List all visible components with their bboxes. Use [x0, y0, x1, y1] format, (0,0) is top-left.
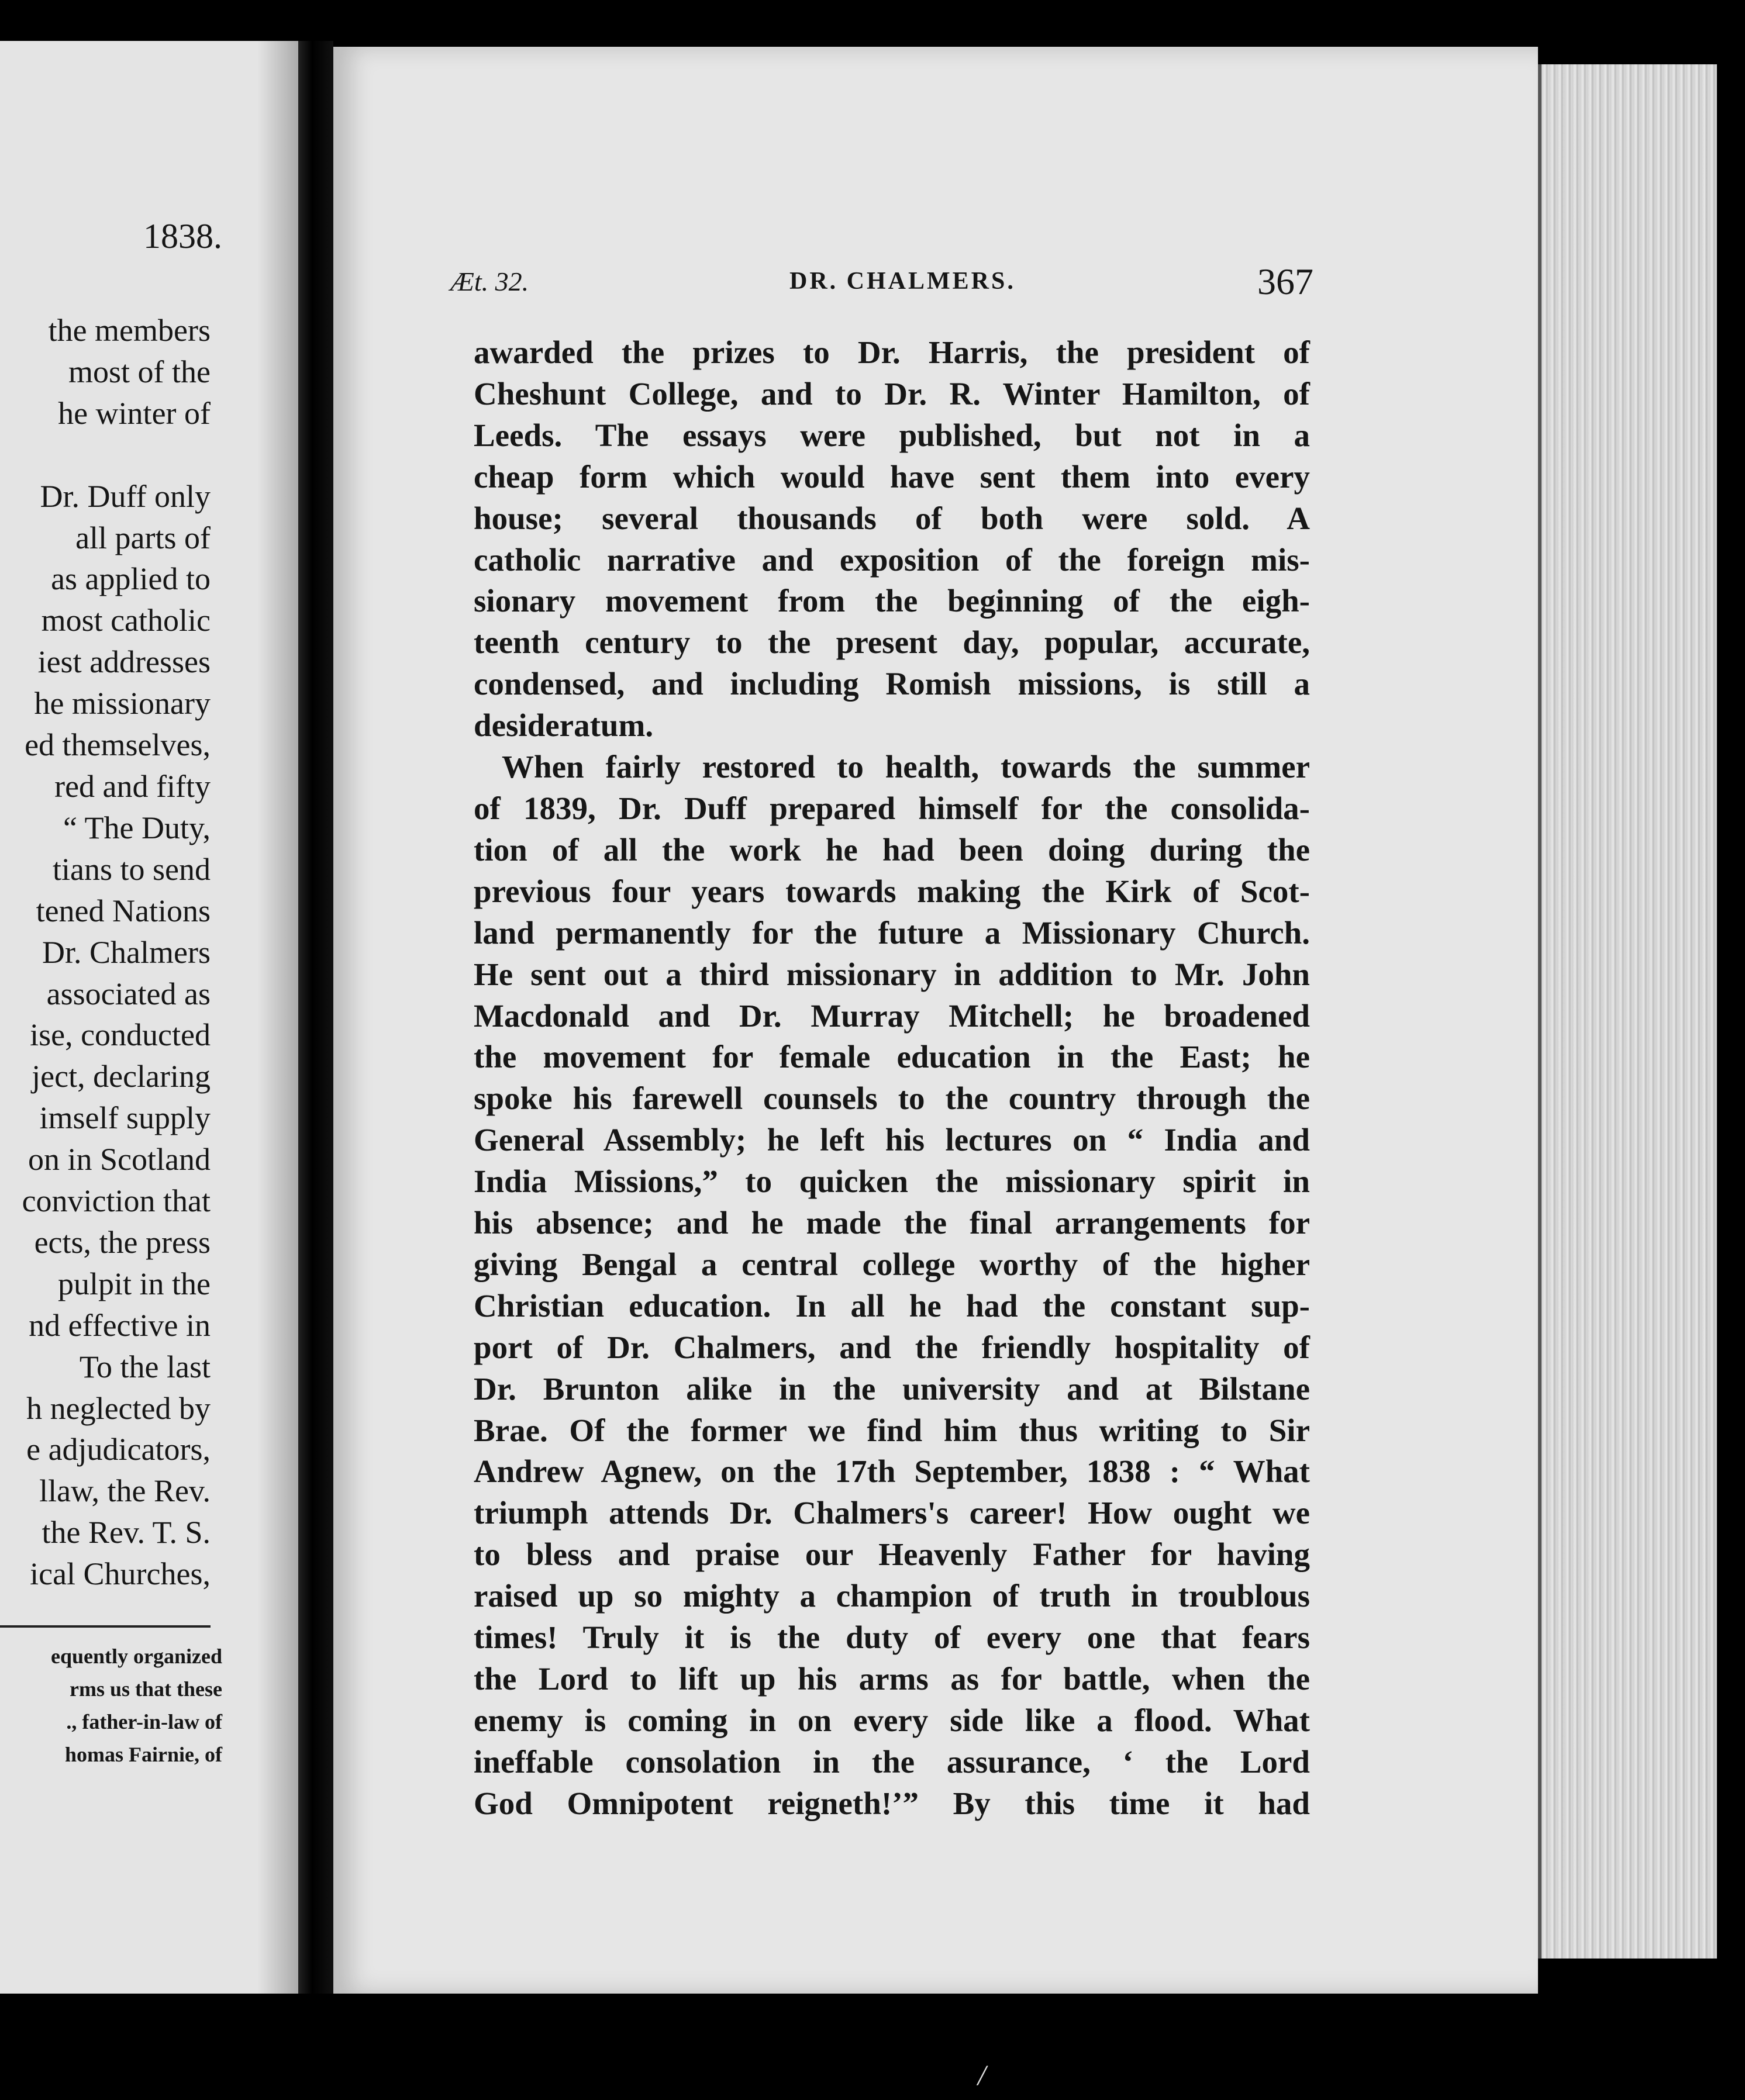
left-page-line: Dr. Chalmers	[42, 934, 211, 970]
text-line: Cheshunt College, and to Dr. R. Winter Hamilton, of	[474, 375, 1310, 412]
text-line: of 1839, Dr. Duff prepared himself for the consolida-	[474, 790, 1310, 826]
left-page-line: the members	[48, 313, 211, 348]
paragraph	[474, 747, 1310, 1825]
left-page-year: 1838.	[143, 217, 222, 255]
page-fore-edge	[1538, 64, 1717, 1959]
text-line: Andrew Agnew, on the 17th September, 1838 : “ What	[474, 1453, 1310, 1490]
left-page-line: red and fifty	[54, 768, 211, 804]
text-line: ineffable consolation in the assurance, ‘ the Lord	[474, 1743, 1310, 1780]
text-line: catholic narrative and exposition of the foreign mis-	[474, 541, 1310, 578]
left-page-line	[0, 434, 211, 476]
text-line: awarded the prizes to Dr. Harris, the president of	[474, 334, 1310, 370]
left-page-line: nd effective in	[29, 1307, 211, 1343]
text-line: Dr. Brunton alike in the university and at Bilstane	[474, 1370, 1310, 1407]
paragraph	[474, 332, 1310, 747]
footnote-rule	[0, 1625, 211, 1628]
text-line: God Omnipotent reigneth!’” By this time it had	[474, 1785, 1310, 1821]
book-gutter	[298, 41, 333, 1994]
left-page-footnote-line: homas Fairnie, of	[65, 1743, 222, 1766]
running-head	[333, 260, 1538, 313]
text-line: enemy is coming in on every side like a flood. What	[474, 1702, 1310, 1738]
text-line: desideratum.	[474, 707, 654, 744]
text-line: the Lord to lift up his arms as for battle, when the	[474, 1661, 1310, 1697]
text-line: port of Dr. Chalmers, and the friendly hospitality of	[474, 1329, 1310, 1365]
text-line: sionary movement from the beginning of the eigh-	[474, 583, 1310, 619]
text-line: He sent out a third missionary in addition to Mr. John	[474, 956, 1310, 992]
left-page-line: conviction that	[22, 1183, 211, 1219]
page-number: 367	[1257, 261, 1313, 302]
running-head-age: Æt. 32.	[450, 267, 529, 296]
text-line: triumph attends Dr. Chalmers's career! How ought we	[474, 1495, 1310, 1531]
left-page-footnote-line: equently organized	[51, 1645, 222, 1668]
left-page-line: ject, declaring	[32, 1059, 211, 1094]
left-page-footnote-line: ., father-in-law of	[66, 1710, 222, 1733]
text-line: to bless and praise our Heavenly Father for having	[474, 1536, 1310, 1573]
left-page-line: associated as	[46, 976, 211, 1011]
left-page-line: most catholic	[41, 603, 211, 638]
left-page-footnotes	[0, 1640, 222, 1771]
left-page-text	[0, 310, 211, 1595]
left-page	[0, 41, 298, 1994]
text-line: raised up so mighty a champion of truth in troublous	[474, 1578, 1310, 1614]
text-line: tion of all the work he had been doing during the	[474, 831, 1310, 868]
left-page-line: h neglected by	[26, 1390, 211, 1426]
text-line: times! Truly it is the duty of every one that fears	[474, 1619, 1310, 1656]
text-line: teenth century to the present day, popular, accurate,	[474, 624, 1310, 661]
left-page-line: tened Nations	[36, 893, 211, 928]
text-line: Leeds. The essays were published, but not in a	[474, 417, 1310, 453]
right-page	[333, 47, 1538, 1994]
text-line: cheap form which would have sent them into every	[474, 458, 1310, 495]
left-page-line: ects, the press	[34, 1224, 211, 1260]
left-page-line: “ The Duty,	[63, 810, 211, 845]
left-page-line: e adjudicators,	[26, 1432, 211, 1467]
text-line: previous four years towards making the Kirk of Scot-	[474, 873, 1310, 909]
text-line: giving Bengal a central college worthy of the higher	[474, 1246, 1310, 1282]
left-page-line: on in Scotland	[28, 1142, 211, 1177]
left-page-line: he winter of	[58, 395, 211, 431]
left-page-line: ical Churches,	[30, 1556, 211, 1592]
left-page-line: Dr. Duff only	[40, 478, 211, 514]
text-line: Macdonald and Dr. Murray Mitchell; he broadened	[474, 997, 1310, 1034]
left-page-line: all parts of	[75, 520, 211, 555]
left-page-line: pulpit in the	[58, 1266, 211, 1301]
left-page-shadow	[257, 41, 298, 1994]
running-head-title: DR. CHALMERS.	[789, 268, 1016, 295]
left-page-footnote-line: rms us that these	[70, 1677, 222, 1701]
text-line: condensed, and including Romish missions, is still a	[474, 666, 1310, 702]
text-line: land permanently for the future a Missionary Church.	[474, 914, 1310, 951]
text-line: Brae. Of the former we find him thus writing to Sir	[474, 1412, 1310, 1448]
left-page-line: iest addresses	[37, 644, 211, 680]
text-line: General Assembly; he left his lectures on “ India and	[474, 1122, 1310, 1158]
left-page-line: most of the	[68, 354, 211, 389]
left-page-line: imself supply	[39, 1100, 211, 1136]
left-page-line: ise, conducted	[30, 1017, 211, 1053]
text-line: the movement for female education in the East; he	[474, 1039, 1310, 1075]
left-page-line: the Rev. T. S.	[42, 1515, 211, 1550]
text-line: India Missions,” to quicken the missionary spirit in	[474, 1163, 1310, 1200]
text-line: spoke his farewell counsels to the country through the	[474, 1080, 1310, 1117]
left-page-line: as applied to	[51, 561, 211, 597]
text-line: house; several thousands of both were sold. A	[474, 500, 1310, 536]
left-page-line: he missionary	[34, 686, 211, 721]
bottom-mark: /	[978, 2058, 986, 2091]
text-line: his absence; and he made the final arrangements for	[474, 1205, 1310, 1241]
left-page-line: To the last	[79, 1349, 211, 1384]
text-line: Christian education. In all he had the constant sup-	[474, 1287, 1310, 1324]
text-line: When fairly restored to health, towards the summer	[502, 749, 1310, 785]
body-text	[474, 332, 1310, 1825]
left-page-line: ed themselves,	[25, 727, 211, 763]
left-page-line: llaw, the Rev.	[39, 1473, 211, 1509]
left-page-line: tians to send	[53, 851, 211, 887]
